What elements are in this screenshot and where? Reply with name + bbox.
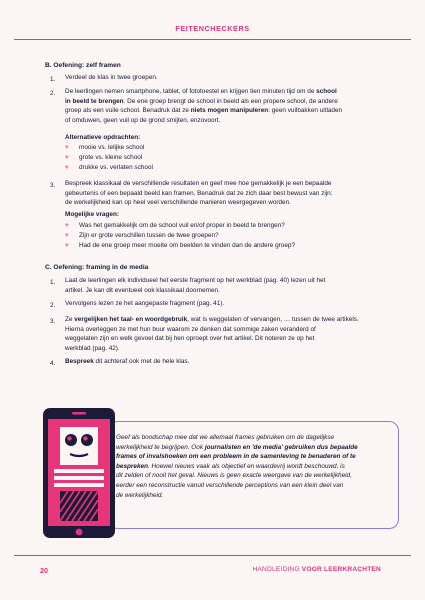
page-header-title: FEITENCHECKERS (175, 24, 250, 33)
b-item-2-text: De leerlingen nemen smartphone, tablet, of fototoestel en krijgen tien minuten tijd om de school in beeld te brengen. De ene groep brengt de school in beeld als een propere school, de andere groep als een vuile school. Benadruk dat ze niets mogen manipuleren: geen vuilbakken uitladen of omduwen, geen vuil op de grond smijten, enzovoort. (65, 88, 343, 125)
phone-illustration-icon (42, 407, 116, 539)
alternative-item: + mooie vs. lelijke school (65, 144, 145, 151)
callout-text: Geef als boodschap mee dat we allemaal frames gebruiken om de dagelijkse werkelijkheid te begrijpen. Ook journalisten en 'de media' gebruiken dus bepaalde frames of invalshoeken om een probleem in de samenleving te benaderen of te bespreken. Hoewel nieuws vaak als objectief en waardevrij wordt beschouwd, is dit zelden of nooit het geval. Nieuws is geen exacte weergave van de werkelijkheid, eerder een reconstructie vanuit verschillende perceptions van een klein deel van de werkelijkheid. (116, 434, 358, 499)
c-item-1-text: Laat de leerlingen elk individueel het eerste fragment op het werkblad (pag. 40) lezen uit het artikel. Je kan dit eventueel ook klassikaal doornemen. (65, 277, 326, 294)
section-c-title: C. Oefening: framing in de media (45, 264, 149, 271)
c-item-3-text: Ze vergelijken het taal- en woordgebruik, wat is weggelaten of vervangen, … tussen de twee artikels. Hierna overleggen ze met hun buur waarom ze denken dat sommige zaken veranderd of weggelaten zijn en welk gevoel dat bij hen oproept over het artikel. Dit noteren ze op het werkblad (pag. 42). (65, 316, 359, 353)
section-b-title: B. Oefening: zelf framen (45, 62, 121, 69)
c-item-4-text: Bespreek dit achteraf ook met de hele klas. (65, 358, 190, 365)
question-item: + Was het gemakkelijk om de school vuil en/of proper in beeld te brengen? (65, 222, 285, 229)
page-number: 20 (40, 566, 48, 575)
alternatives-title: Alternatieve opdrachten: (65, 134, 141, 141)
question-item: + Zijn er grote verschillen tussen de twee groepen? (65, 232, 219, 239)
b-item-1-num: 1. (50, 76, 56, 83)
b-item-3-num: 3. (50, 182, 56, 189)
alternative-item: + grote vs. kleine school (65, 154, 143, 161)
alternative-item: + drukke vs. verlaten school (65, 164, 153, 171)
b-item-1-text: Verdeel de klas in twee groepen. (65, 74, 158, 81)
footer-rule (14, 555, 411, 556)
c-item-2-text: Vervolgens lezen ze het aangepaste fragment (pag. 41). (65, 300, 225, 307)
c-item-1-num: 1. (50, 279, 56, 286)
c-item-3-num: 3. (50, 318, 56, 325)
c-item-4-num: 4. (50, 360, 56, 367)
c-item-2-num: 2. (50, 302, 56, 309)
footer-title: HANDLEIDING VOOR LEERKRACHTEN (252, 566, 381, 573)
questions-title: Mogelijke vragen: (65, 211, 119, 218)
question-item: + Had de ene groep meer moeite om beelden te vinden dan de andere groep? (65, 242, 296, 249)
b-item-3-text: Bespreek klassikaal de verschillende resultaten en geef mee hoe gemakkelijk je een bepaalde gebeurtenis of een bepaald beeld kan framen. Benadruk dat ze zich daar best bewust van zijn: de werkelijkheid kan op heel veel verschillende manieren weergegeven worden. (65, 180, 333, 207)
header-rule (14, 39, 411, 40)
b-item-2-num: 2. (50, 90, 56, 97)
